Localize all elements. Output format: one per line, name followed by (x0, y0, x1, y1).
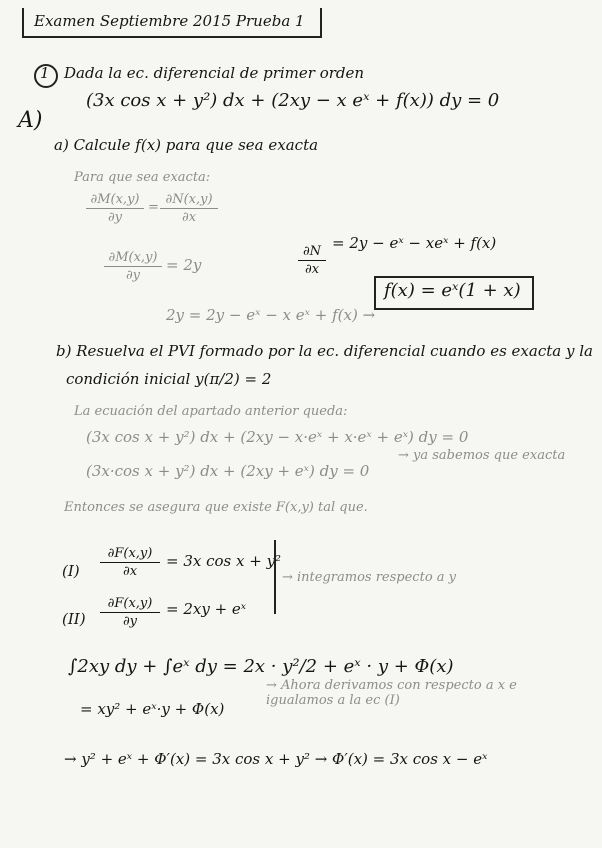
cond2-frac (100, 596, 160, 629)
cond-num-left: ∂M(x,y) (90, 192, 140, 207)
cond2-den: ∂y (122, 614, 138, 629)
dm-rhs: = 2y (166, 256, 202, 274)
eq-expanded: (3x cos x + y²) dx + (2xy − x·eˣ + x·eˣ + eˣ) dy = 0 (86, 428, 469, 446)
dm-den: ∂y (125, 268, 141, 283)
integral-result: = xy² + eˣ·y + Φ(x) (80, 700, 225, 718)
then-statement: Entonces se asegura que existe F(x,y) tal que. (64, 500, 368, 515)
f-result: f(x) = eˣ(1 + x) (384, 280, 521, 301)
part-b-prompt: b) Resuelva el PVI formado por la ec. diferencial cuando es exacta y la (56, 342, 593, 360)
derive-note: → Ahora derivamos con respecto a x e igualamos a la ec (I) (266, 678, 517, 708)
cond-den-left: ∂y (107, 210, 123, 225)
system-brace (264, 540, 276, 614)
cond1-num: ∂F(x,y) (107, 546, 153, 561)
part-a-prompt: a) Calcule f(x) para que sea exacta (54, 136, 319, 154)
cond2-label: (II) (62, 610, 86, 628)
cond-frac-right (160, 192, 218, 225)
cond1-frac (100, 546, 160, 579)
cond-num-right: ∂N(x,y) (165, 192, 213, 207)
solve-line: 2y = 2y − eˣ − x eˣ + f(x) → (166, 306, 376, 324)
part-b-prompt2: condición inicial y(π/2) = 2 (66, 370, 272, 388)
final-line: → y² + eˣ + Φ′(x) = 3x cos x + y² → Φ′(x) = 3x cos x − eˣ (64, 750, 488, 768)
dm-num: ∂M(x,y) (108, 250, 158, 265)
cond1-label: (I) (62, 562, 80, 580)
cond1-rhs: = 3x cos x + y² (166, 552, 282, 570)
cond-frac-left (86, 192, 144, 225)
eq-exact-note: → ya sabemos que exacta (398, 448, 566, 463)
dn-rhs: = 2y − eˣ − xeˣ + f(x) (332, 234, 497, 252)
problem-intro: Dada la ec. diferencial de primer orden (64, 64, 365, 82)
cond1-den: ∂x (122, 564, 138, 579)
dn-den: ∂x (304, 262, 320, 277)
cond2-rhs: = 2xy + eˣ (166, 600, 247, 618)
cond-den-right: ∂x (181, 210, 197, 225)
problem-label: A) (18, 108, 43, 133)
cond-equals: = (148, 200, 159, 215)
integral-line: ∫2xy dy + ∫eˣ dy = 2x · y²/2 + eˣ · y + Φ(x) (68, 656, 454, 677)
dm-frac (104, 250, 162, 283)
integrate-note: → integramos respecto a y (282, 570, 457, 585)
cond2-num: ∂F(x,y) (107, 596, 153, 611)
dn-frac (298, 244, 326, 277)
eq-simplified: (3x·cos x + y²) dx + (2xy + eˣ) dy = 0 (86, 462, 370, 480)
part-a-note: Para que sea exacta: (74, 170, 211, 185)
part-b-note: La ecuación del apartado anterior queda: (74, 404, 348, 419)
problem-equation: (3x cos x + y²) dx + (2xy − x eˣ + f(x)) dy = 0 (86, 90, 500, 111)
header-title: Examen Septiembre 2015 Prueba 1 (34, 12, 305, 30)
dn-num: ∂N (302, 244, 322, 259)
problem-number: 1 (40, 64, 50, 82)
